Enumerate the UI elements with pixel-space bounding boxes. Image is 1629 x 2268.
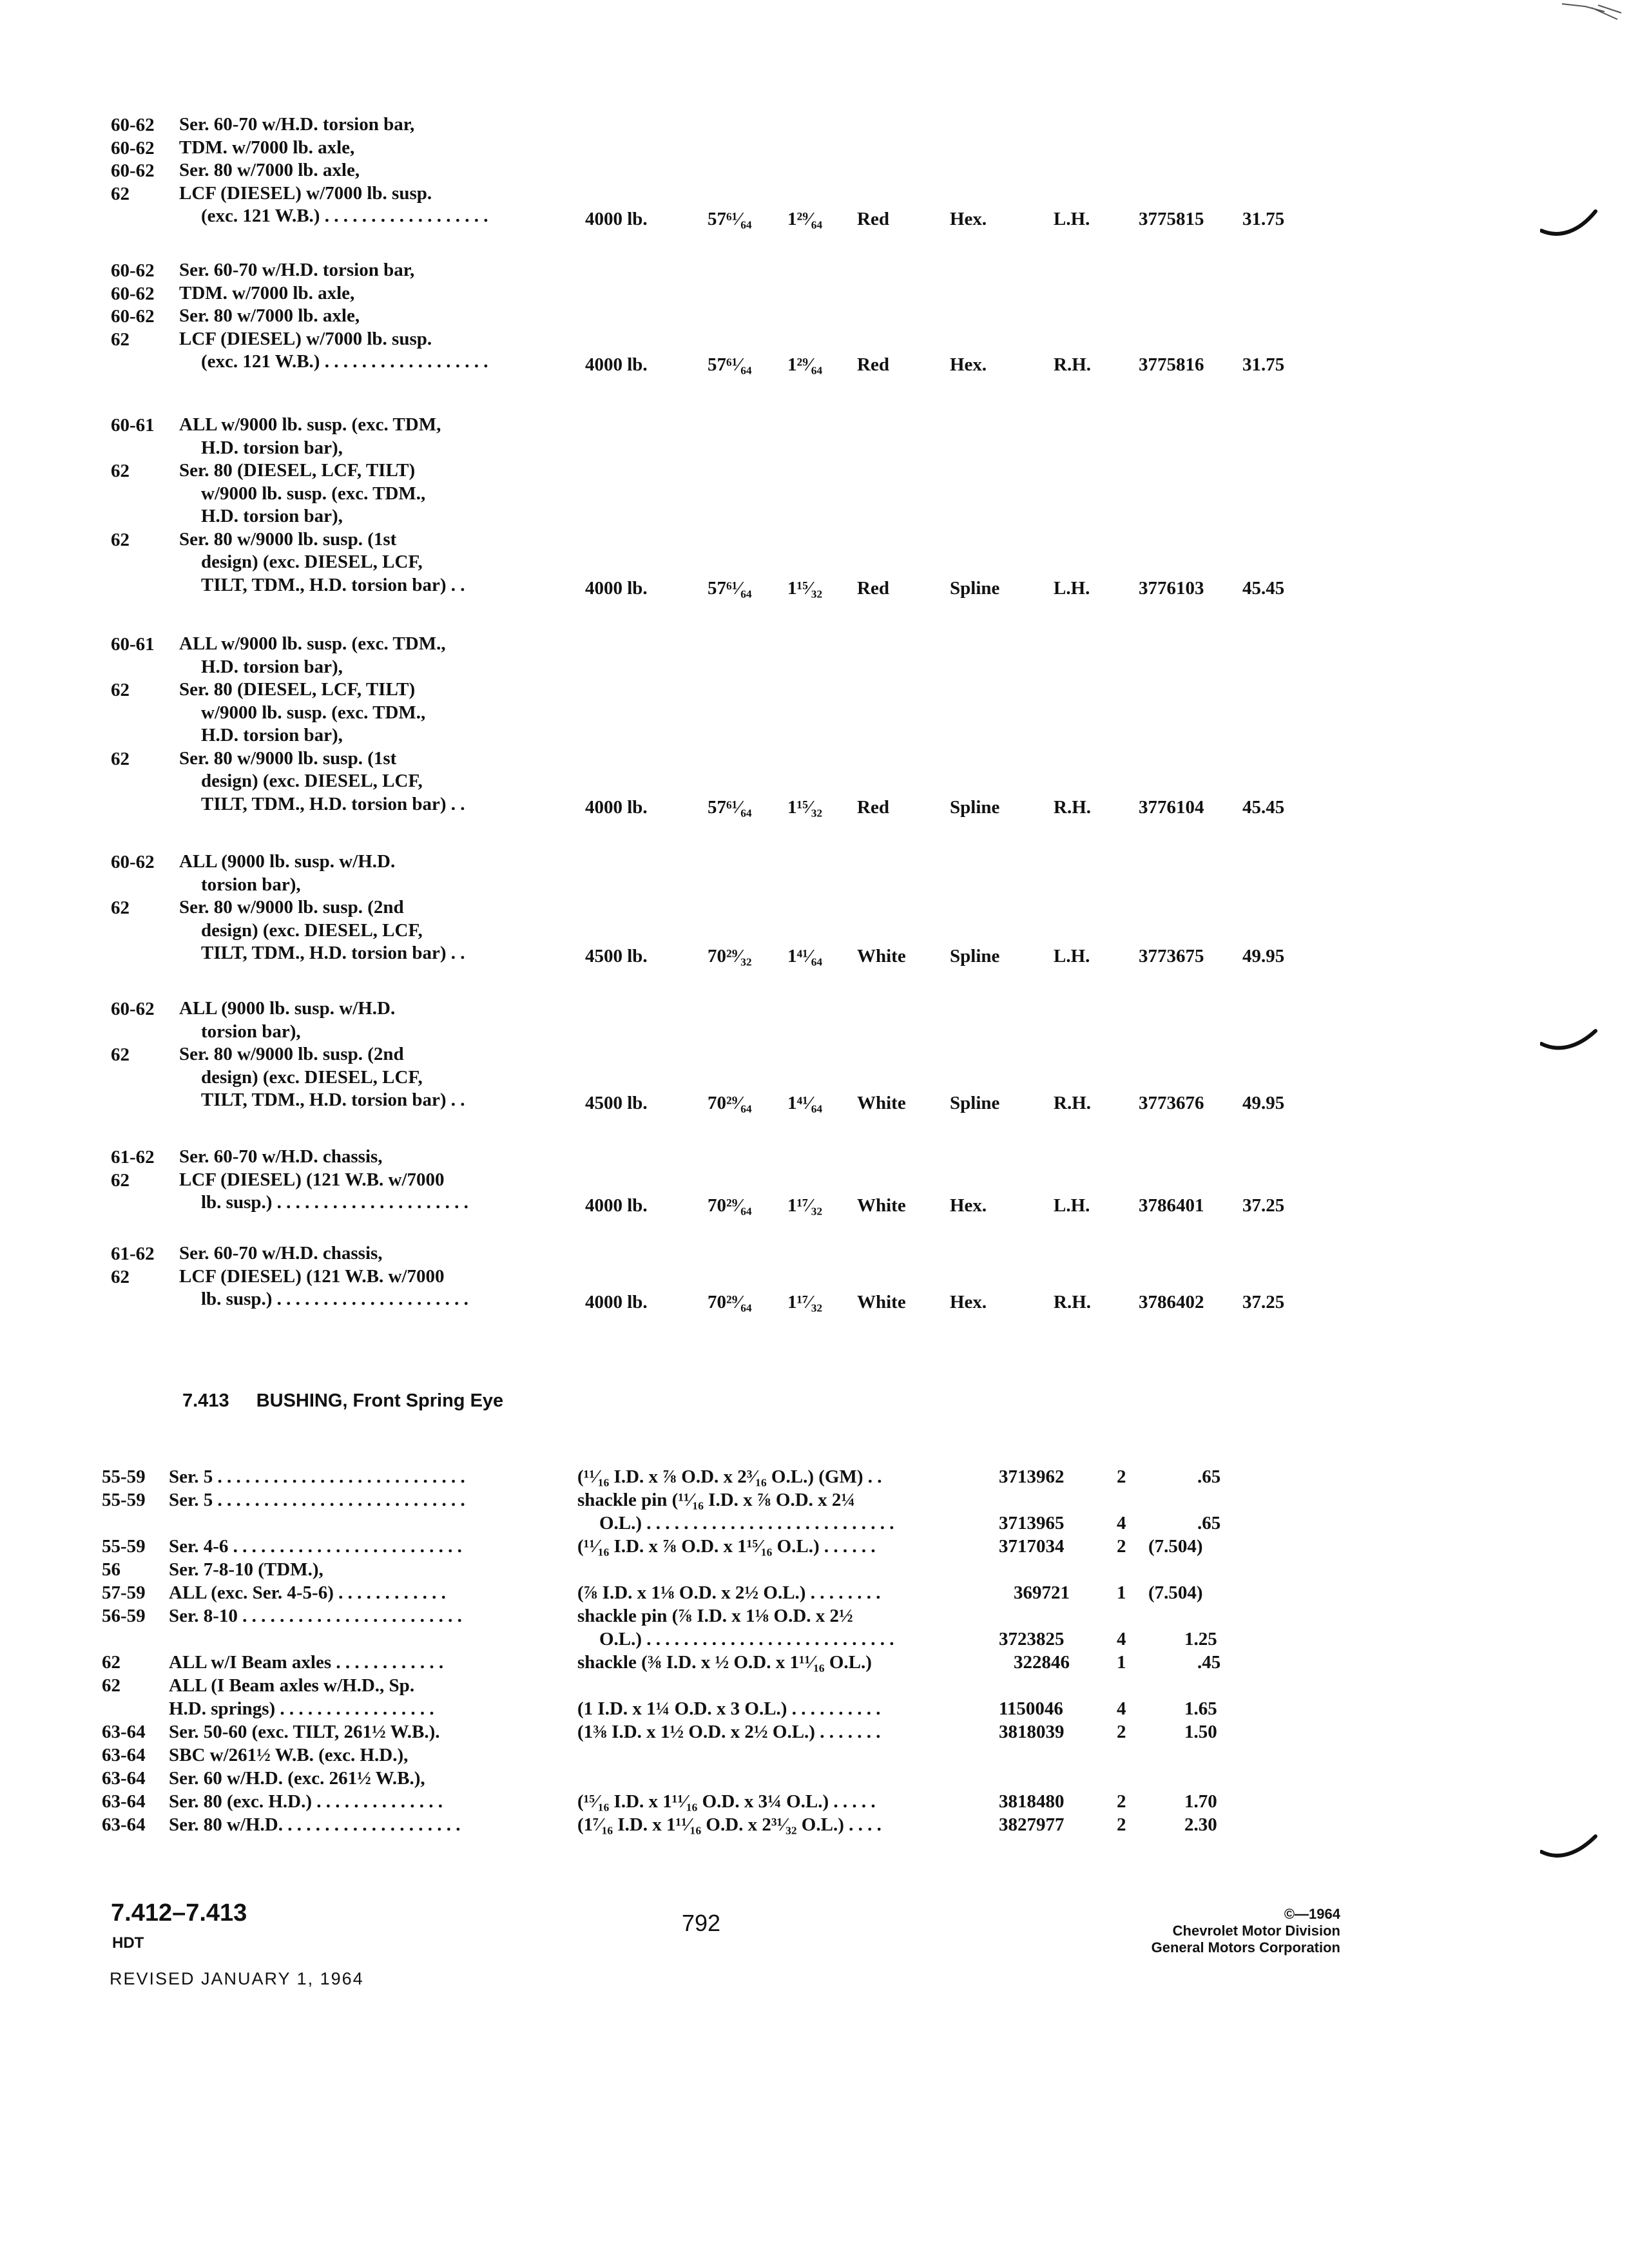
length-cell: 57⁶¹⁄₆₄	[708, 796, 752, 818]
quantity-cell: 2	[1117, 1791, 1126, 1812]
part-number-cell: 3827977	[999, 1814, 1065, 1835]
footer-section-range: 7.412–7.413	[111, 1899, 247, 1927]
description-text: (⅞ I.D. x 1⅛ O.D. x 2½ O.L.) . . . . . . . .	[577, 1582, 881, 1603]
price-cell: 45.45	[1242, 577, 1285, 599]
year-cell: 61-62	[111, 1244, 155, 1264]
footer-division: Chevrolet Motor Division	[1172, 1923, 1340, 1939]
section-title: BUSHING, Front Spring Eye	[256, 1390, 504, 1411]
side-cell: L.H.	[1054, 209, 1090, 229]
application-text: Ser. 80 w/7000 lb. axle,	[179, 160, 360, 180]
part-number-cell: 3776104	[1139, 796, 1204, 818]
application-text: H.D. torsion bar),	[201, 506, 343, 526]
footer-page-number: 792	[682, 1910, 721, 1936]
side-cell: L.H.	[1054, 946, 1090, 966]
application-text: Ser. 80 (DIESEL, LCF, TILT)	[179, 679, 416, 700]
year-cell: 60-62	[111, 260, 155, 281]
part-number-cell: 1150046	[999, 1698, 1063, 1719]
application-text: SBC w/261½ W.B. (exc. H.D.),	[169, 1745, 409, 1765]
end-type-cell: Spline	[950, 1093, 1000, 1113]
price-cell: 31.75	[1242, 354, 1285, 375]
quantity-cell: 4	[1117, 1513, 1126, 1533]
footer-corporation: General Motors Corporation	[1151, 1939, 1340, 1956]
length-cell: 70²⁹⁄₆₄	[708, 1093, 752, 1113]
application-text: Ser. 5 . . . . . . . . . . . . . . . . . . . . . . . . . . .	[169, 1490, 465, 1510]
price-cell: 37.25	[1242, 1292, 1285, 1312]
side-cell: L.H.	[1054, 577, 1090, 599]
price-cell: .65	[1197, 1466, 1221, 1487]
application-text: Ser. 4-6 . . . . . . . . . . . . . . . . . . . . . . . . .	[169, 1536, 462, 1557]
application-text: TILT, TDM., H.D. torsion bar) . .	[201, 1090, 465, 1110]
application-text: LCF (DIESEL) (121 W.B. w/7000	[179, 1169, 445, 1190]
description-text: (1 I.D. x 1¼ O.D. x 3 O.L.) . . . . . . . . . .	[577, 1698, 881, 1719]
check-mark-icon	[1540, 206, 1598, 245]
length-cell: 57⁶¹⁄₆₄	[708, 209, 752, 229]
diameter-cell: 1²⁹⁄₆₄	[787, 209, 823, 229]
part-number-cell: 3775815	[1139, 209, 1204, 229]
end-type-cell: Spline	[950, 946, 1000, 966]
diameter-cell: 1¹⁵⁄₃₂	[787, 796, 823, 818]
application-text: Ser. 80 w/H.D. . . . . . . . . . . . . . . . . . . .	[169, 1814, 461, 1835]
quantity-cell: 2	[1117, 1722, 1126, 1742]
year-cell: 55-59	[102, 1536, 146, 1557]
year-cell: 56-59	[102, 1606, 146, 1626]
description-text: (1⅜ I.D. x 1½ O.D. x 2½ O.L.) . . . . . . .	[577, 1722, 881, 1742]
part-number-cell: 3723825	[999, 1629, 1065, 1649]
year-cell: 57-59	[102, 1582, 146, 1603]
description-text: shackle (⅜ I.D. x ½ O.D. x 1¹¹⁄₁₆ O.L.)	[577, 1652, 872, 1673]
color-cell: White	[857, 1292, 906, 1312]
part-number-cell: 3776103	[1139, 577, 1204, 599]
check-mark-icon	[1540, 1024, 1598, 1063]
year-cell: 63-64	[102, 1768, 146, 1789]
capacity-cell: 4000 lb.	[585, 354, 648, 375]
side-cell: R.H.	[1054, 1292, 1091, 1312]
year-cell: 62	[111, 529, 130, 550]
application-text: Ser. 80 w/9000 lb. susp. (2nd	[179, 897, 404, 918]
length-cell: 70²⁹⁄₆₄	[708, 1292, 752, 1312]
application-text: torsion bar),	[201, 874, 301, 895]
application-text: Ser. 60-70 w/H.D. chassis,	[179, 1243, 383, 1264]
price-cell: 1.70	[1184, 1791, 1217, 1812]
part-number-cell: 3713962	[999, 1466, 1065, 1487]
part-number-cell: 3775816	[1139, 354, 1204, 375]
price-cell: 45.45	[1242, 796, 1285, 818]
year-cell: 62	[111, 748, 130, 769]
application-text: (exc. 121 W.B.) . . . . . . . . . . . . . . . . . .	[201, 351, 488, 372]
quantity-cell: 2	[1117, 1814, 1126, 1835]
application-text: design) (exc. DIESEL, LCF,	[201, 552, 423, 572]
diameter-cell: 1¹⁵⁄₃₂	[787, 577, 823, 599]
application-text: ALL (I Beam axles w/H.D., Sp.	[169, 1675, 415, 1696]
price-cell: 1.50	[1184, 1722, 1217, 1742]
year-cell: 55-59	[102, 1490, 146, 1510]
price-cell: (7.504)	[1148, 1582, 1203, 1603]
description-text: (¹¹⁄₁₆ I.D. x ⅞ O.D. x 1¹⁵⁄₁₆ O.L.) . . . . . .	[577, 1536, 876, 1557]
application-text: TDM. w/7000 lb. axle,	[179, 137, 355, 158]
application-text: Ser. 80 (exc. H.D.) . . . . . . . . . . . . . .	[169, 1791, 443, 1812]
year-cell: 62	[111, 183, 130, 204]
application-text: Ser. 80 w/9000 lb. susp. (1st	[179, 747, 397, 769]
year-cell: 60-61	[111, 634, 155, 655]
price-cell: 49.95	[1242, 1093, 1285, 1113]
quantity-cell: 2	[1117, 1536, 1126, 1557]
price-cell: 31.75	[1242, 209, 1285, 229]
section-heading	[182, 1390, 503, 1412]
corner-scribble-icon	[1559, 0, 1624, 26]
description-text: O.L.) . . . . . . . . . . . . . . . . . . . . . . . . . . .	[599, 1629, 894, 1649]
price-cell: 1.25	[1184, 1629, 1217, 1649]
part-number-cell: 3818039	[999, 1722, 1065, 1742]
check-mark-icon	[1540, 1830, 1598, 1869]
application-text: ALL w/I Beam axles . . . . . . . . . . . .	[169, 1652, 444, 1673]
part-number-cell: 3786402	[1139, 1292, 1204, 1312]
year-cell: 62	[102, 1675, 120, 1696]
part-number-cell: 3786401	[1139, 1195, 1204, 1216]
price-cell: .65	[1197, 1513, 1221, 1533]
application-text: Ser. 8-10 . . . . . . . . . . . . . . . . . . . . . . . .	[169, 1606, 462, 1626]
application-text: Ser. 60-70 w/H.D. torsion bar,	[179, 114, 415, 135]
section-number: 7.413	[182, 1390, 229, 1411]
color-cell: Red	[857, 577, 889, 599]
side-cell: R.H.	[1054, 796, 1091, 818]
part-number-cell: 3717034	[999, 1536, 1065, 1557]
color-cell: White	[857, 1093, 906, 1113]
side-cell: R.H.	[1054, 354, 1091, 375]
footer-copyright-block	[1095, 1906, 1340, 1956]
end-type-cell: Hex.	[950, 354, 987, 375]
year-cell: 56	[102, 1559, 120, 1580]
price-cell: (7.504)	[1148, 1536, 1203, 1557]
application-text: Ser. 80 w/9000 lb. susp. (2nd	[179, 1044, 404, 1064]
end-type-cell: Spline	[950, 577, 1000, 599]
price-cell: 1.65	[1184, 1698, 1217, 1719]
quantity-cell: 4	[1117, 1629, 1126, 1649]
length-cell: 70²⁹⁄₆₄	[708, 1195, 752, 1216]
application-text: LCF (DIESEL) (121 W.B. w/7000	[179, 1265, 445, 1287]
part-number-cell: 3773675	[1139, 946, 1204, 966]
application-text: LCF (DIESEL) w/7000 lb. susp.	[179, 182, 432, 204]
capacity-cell: 4000 lb.	[585, 209, 648, 229]
application-text: Ser. 80 w/7000 lb. axle,	[179, 305, 360, 326]
application-text: TDM. w/7000 lb. axle,	[179, 282, 355, 303]
application-text: ALL (9000 lb. susp. w/H.D.	[179, 998, 396, 1019]
footer-copyright: ©—1964	[1284, 1906, 1340, 1922]
length-cell: 57⁶¹⁄₆₄	[708, 354, 752, 375]
application-text: (exc. 121 W.B.) . . . . . . . . . . . . . . . . . .	[201, 206, 488, 226]
application-text: design) (exc. DIESEL, LCF,	[201, 1066, 423, 1088]
year-cell: 62	[111, 898, 130, 918]
application-text: lb. susp.) . . . . . . . . . . . . . . . . . . . . .	[201, 1289, 468, 1309]
part-number-cell: 3773676	[1139, 1093, 1204, 1113]
length-cell: 70²⁹⁄₃₂	[708, 946, 752, 966]
end-type-cell: Hex.	[950, 209, 987, 229]
part-number-cell: 3818480	[999, 1791, 1065, 1812]
year-cell: 62	[111, 1169, 130, 1191]
price-cell: 2.30	[1184, 1814, 1217, 1835]
application-text: Ser. 50-60 (exc. TILT, 261½ W.B.).	[169, 1722, 440, 1742]
diameter-cell: 1¹⁷⁄₃₂	[787, 1195, 823, 1216]
application-text: w/9000 lb. susp. (exc. TDM.,	[201, 702, 426, 723]
end-type-cell: Hex.	[950, 1292, 987, 1312]
part-number-cell: 3713965	[999, 1513, 1065, 1533]
length-cell: 57⁶¹⁄₆₄	[708, 577, 752, 599]
year-cell: 60-62	[111, 852, 155, 872]
price-cell: .45	[1197, 1652, 1221, 1673]
application-text: ALL (exc. Ser. 4-5-6) . . . . . . . . . . . .	[169, 1582, 446, 1603]
diameter-cell: 1²⁹⁄₆₄	[787, 354, 823, 375]
application-text: ALL (9000 lb. susp. w/H.D.	[179, 851, 396, 872]
color-cell: White	[857, 946, 906, 966]
description-text: (¹⁵⁄₁₆ I.D. x 1¹¹⁄₁₆ O.D. x 3¼ O.L.) . . . . .	[577, 1791, 876, 1812]
capacity-cell: 4000 lb.	[585, 1195, 648, 1216]
year-cell: 60-62	[111, 283, 155, 304]
application-text: H.D. torsion bar),	[201, 725, 343, 745]
capacity-cell: 4000 lb.	[585, 1292, 648, 1312]
color-cell: White	[857, 1195, 906, 1216]
description-text: (1⁷⁄₁₆ I.D. x 1¹¹⁄₁₆ O.D. x 2³¹⁄₃₂ O.L.) . . . .	[577, 1814, 882, 1835]
application-text: TILT, TDM., H.D. torsion bar) . .	[201, 793, 465, 814]
price-cell: 37.25	[1242, 1195, 1285, 1216]
year-cell: 62	[111, 1044, 130, 1065]
color-cell: Red	[857, 796, 889, 818]
year-cell: 61-62	[111, 1147, 155, 1168]
application-text: Ser. 60 w/H.D. (exc. 261½ W.B.),	[169, 1768, 425, 1789]
year-cell: 60-62	[111, 306, 155, 327]
diameter-cell: 1⁴¹⁄₆₄	[787, 1093, 823, 1113]
application-text: Ser. 80 (DIESEL, LCF, TILT)	[179, 460, 416, 481]
diameter-cell: 1⁴¹⁄₆₄	[787, 946, 823, 966]
part-number-cell: 322846	[1014, 1652, 1070, 1673]
year-cell: 63-64	[102, 1791, 146, 1812]
application-text: Ser. 5 . . . . . . . . . . . . . . . . . . . . . . . . . . .	[169, 1466, 465, 1487]
side-cell: L.H.	[1054, 1195, 1090, 1216]
part-number-cell: 369721	[1014, 1582, 1070, 1603]
side-cell: R.H.	[1054, 1093, 1091, 1113]
color-cell: Red	[857, 209, 889, 229]
year-cell: 62	[111, 329, 130, 350]
application-text: TILT, TDM., H.D. torsion bar) . .	[201, 943, 465, 963]
application-text: Ser. 60-70 w/H.D. chassis,	[179, 1146, 383, 1167]
footer-revised: REVISED JANUARY 1, 1964	[110, 1969, 364, 1988]
end-type-cell: Hex.	[950, 1195, 987, 1216]
year-cell: 63-64	[102, 1814, 146, 1835]
application-text: TILT, TDM., H.D. torsion bar) . .	[201, 574, 465, 595]
year-cell: 60-62	[111, 137, 155, 159]
year-cell: 60-62	[111, 160, 155, 181]
description-text: shackle pin (¹¹⁄₁₆ I.D. x ⅞ O.D. x 2¼	[577, 1490, 856, 1510]
year-cell: 62	[102, 1652, 120, 1673]
footer-hdt: HDT	[112, 1934, 144, 1952]
quantity-cell: 2	[1117, 1466, 1126, 1487]
year-cell: 62	[111, 1266, 130, 1287]
price-cell: 49.95	[1242, 946, 1285, 966]
application-text: ALL w/9000 lb. susp. (exc. TDM.,	[179, 633, 446, 654]
year-cell: 63-64	[102, 1745, 146, 1765]
year-cell: 62	[111, 461, 130, 481]
year-cell: 62	[111, 680, 130, 700]
quantity-cell: 1	[1117, 1582, 1126, 1603]
application-text: Ser. 7-8-10 (TDM.),	[169, 1559, 323, 1580]
application-text: design) (exc. DIESEL, LCF,	[201, 771, 423, 791]
application-text: torsion bar),	[201, 1021, 301, 1042]
capacity-cell: 4000 lb.	[585, 577, 648, 599]
application-text: ALL w/9000 lb. susp. (exc. TDM,	[179, 414, 441, 435]
year-cell: 63-64	[102, 1722, 146, 1742]
year-cell: 55-59	[102, 1466, 146, 1487]
color-cell: Red	[857, 354, 889, 375]
application-text: design) (exc. DIESEL, LCF,	[201, 919, 423, 941]
quantity-cell: 1	[1117, 1652, 1126, 1673]
capacity-cell: 4500 lb.	[585, 946, 648, 966]
diameter-cell: 1¹⁷⁄₃₂	[787, 1292, 823, 1312]
application-text: w/9000 lb. susp. (exc. TDM.,	[201, 483, 426, 504]
application-text: LCF (DIESEL) w/7000 lb. susp.	[179, 328, 432, 349]
description-text: (¹¹⁄₁₆ I.D. x ⅞ O.D. x 2³⁄₁₆ O.L.) (GM) . .	[577, 1466, 882, 1487]
application-text: lb. susp.) . . . . . . . . . . . . . . . . . . . . .	[201, 1192, 468, 1213]
application-text: H.D. springs) . . . . . . . . . . . . . . . . .	[169, 1698, 434, 1719]
application-text: H.D. torsion bar),	[201, 656, 343, 677]
application-text: Ser. 80 w/9000 lb. susp. (1st	[179, 528, 397, 550]
year-cell: 60-62	[111, 999, 155, 1019]
quantity-cell: 4	[1117, 1698, 1126, 1719]
year-cell: 60-62	[111, 115, 155, 135]
end-type-cell: Spline	[950, 796, 1000, 818]
application-text: Ser. 60-70 w/H.D. torsion bar,	[179, 260, 415, 280]
description-text: O.L.) . . . . . . . . . . . . . . . . . . . . . . . . . . .	[599, 1513, 894, 1533]
capacity-cell: 4000 lb.	[585, 796, 648, 818]
capacity-cell: 4500 lb.	[585, 1093, 648, 1113]
year-cell: 60-61	[111, 415, 155, 436]
description-text: shackle pin (⅞ I.D. x 1⅛ O.D. x 2½	[577, 1606, 853, 1626]
application-text: H.D. torsion bar),	[201, 437, 343, 458]
